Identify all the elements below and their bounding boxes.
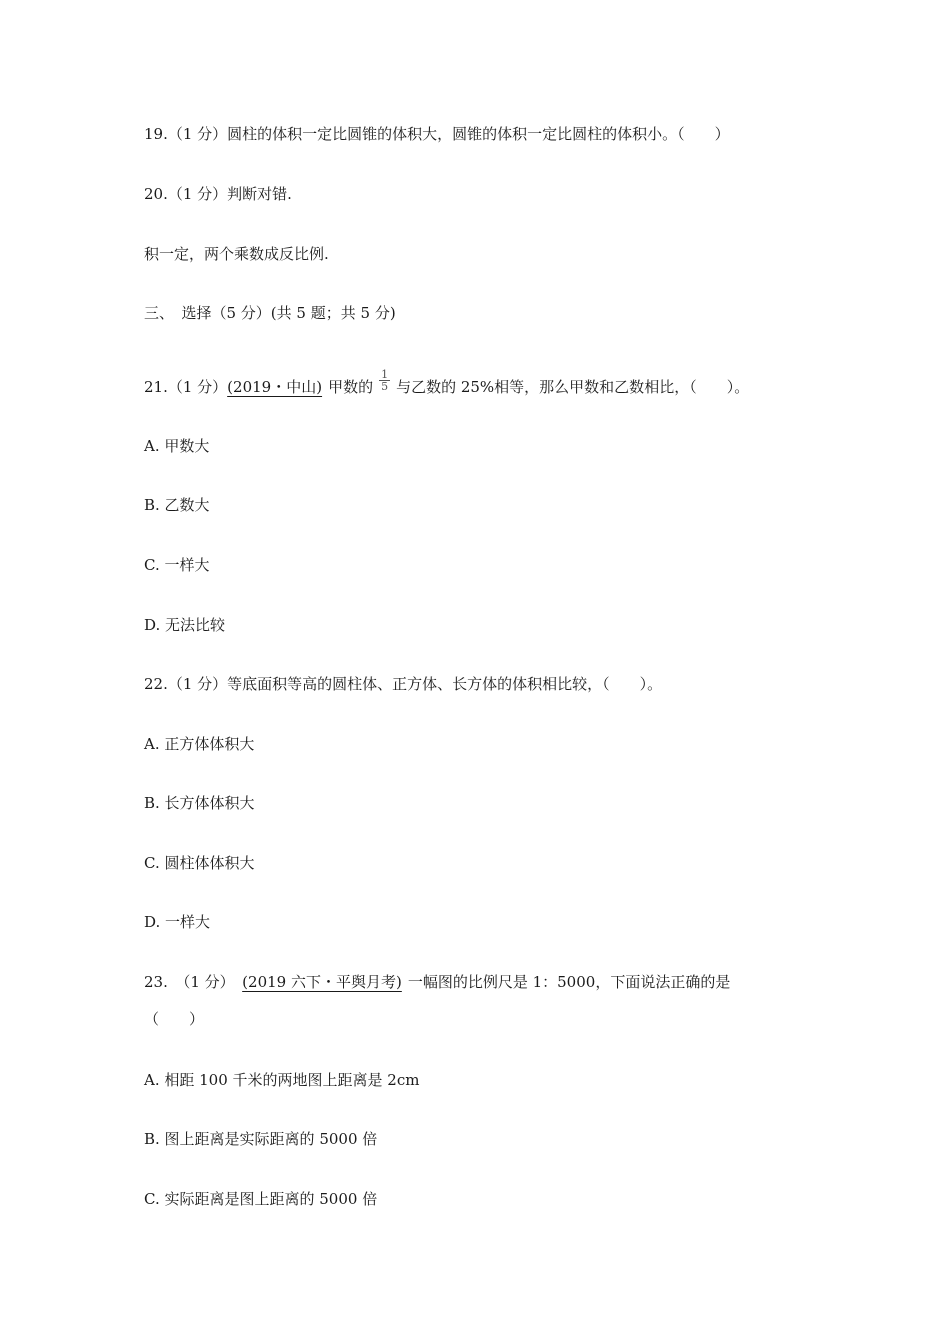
question-23-option-c[interactable]: C. 实际距离是图上距离的 5000 倍	[144, 1190, 378, 1208]
question-23-stem	[144, 971, 730, 993]
question-23-option-a[interactable]: A. 相距 100 千米的两地图上距离是 2cm	[144, 1071, 420, 1089]
question-23-source-link[interactable]: (2019 六下・平舆月考)	[242, 973, 402, 991]
question-20-statement: 积一定，两个乘数成反比例.	[144, 245, 329, 263]
fraction-numerator: 1	[381, 367, 389, 381]
question-21-option-b[interactable]: B. 乙数大	[144, 496, 210, 514]
question-21-option-a[interactable]: A. 甲数大	[144, 437, 210, 455]
question-22-option-c[interactable]: C. 圆柱体体积大	[144, 854, 255, 872]
question-21-text-after: 与乙数的 25%相等，那么甲数和乙数相比，（ ）。	[396, 378, 750, 396]
question-23-number: 23. （1 分）	[144, 973, 243, 991]
question-21-text-before: 甲数的	[328, 378, 374, 396]
question-22-stem: 22.（1 分）等底面积等高的圆柱体、正方体、长方体的体积相比较，（ ）。	[144, 675, 663, 693]
question-21-option-c[interactable]: C. 一样大	[144, 556, 210, 574]
question-22-option-d[interactable]: D. 一样大	[144, 913, 211, 931]
section-heading: 三、 选择（5 分）(共 5 题；共 5 分)	[144, 304, 396, 322]
question-22-option-a[interactable]: A. 正方体体积大	[144, 735, 255, 753]
question-23-blank: （ ）	[144, 1010, 205, 1028]
question-21-number: 21.（1 分）	[144, 378, 228, 396]
question-21-stem	[144, 367, 750, 400]
question-22-option-b[interactable]: B. 长方体体积大	[144, 794, 255, 812]
question-20-title: 20.（1 分）判断对错.	[144, 185, 292, 203]
question-19-text: 19.（1 分）圆柱的体积一定比圆锥的体积大，圆锥的体积一定比圆柱的体积小。（ ）	[144, 125, 730, 143]
fraction-one-fifth	[379, 369, 390, 392]
question-21-option-d[interactable]: D. 无法比较	[144, 616, 226, 634]
question-21-source-link[interactable]: (2019・中山)	[227, 378, 323, 396]
question-23-option-b[interactable]: B. 图上距离是实际距离的 5000 倍	[144, 1130, 378, 1148]
fraction-denominator: 5	[381, 379, 389, 393]
question-23-text: 一幅图的比例尺是 1：5000，下面说法正确的是	[407, 973, 731, 991]
